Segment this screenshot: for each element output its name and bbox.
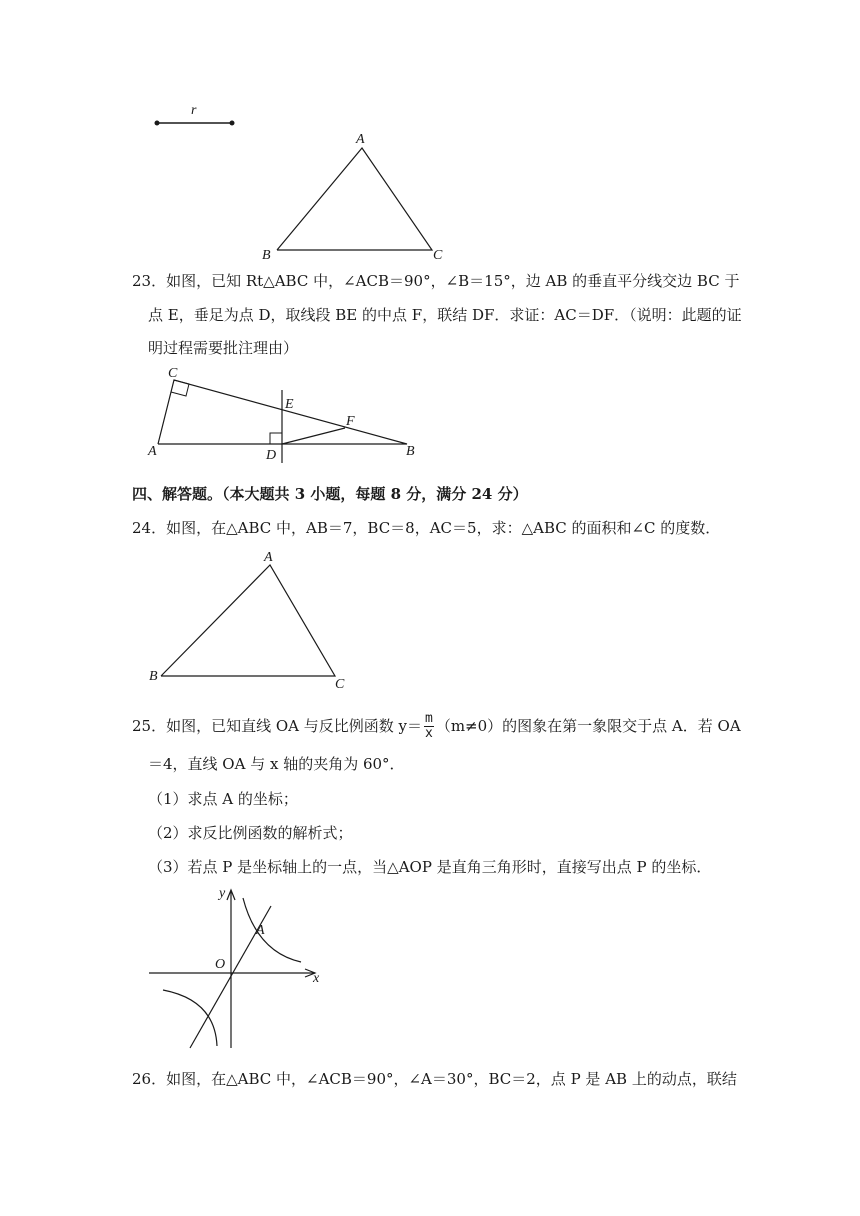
q25-line-1 <box>132 709 741 743</box>
q25-line-1-end: （m≠0）的图象在第一象限交于点 A．若 OA <box>435 717 741 735</box>
q23-vertex-a: A <box>148 444 157 459</box>
fraction-numerator: m <box>425 710 433 726</box>
q26-line-1: 26．如图，在△ABC 中，∠ACB＝90°，∠A＝30°，BC＝2，点 P 是 AB 上的动点，联结 <box>132 1070 737 1088</box>
q23-vertex-f: F <box>346 414 355 429</box>
q25-line-1-start: 25．如图，已知直线 OA 与反比例函数 y＝ <box>132 717 422 735</box>
q23-vertex-c: C <box>168 366 178 381</box>
point-a-label: A <box>256 923 265 938</box>
triangle-abc-figure-1 <box>255 128 455 266</box>
segment-r-figure <box>145 100 245 135</box>
x-axis-label: x <box>313 971 320 986</box>
section-4-title: 四、解答题。（本大题共 3 小题，每题 8 分，满分 24 分） <box>132 485 528 503</box>
q24-figure <box>145 548 355 693</box>
origin-label: O <box>215 957 226 972</box>
y-axis-label: y <box>219 886 226 901</box>
q23-vertex-b: B <box>406 444 415 459</box>
q23-vertex-e: E <box>285 397 294 412</box>
fraction-denominator: x <box>425 725 433 741</box>
q25-line-2: ＝4，直线 OA 与 x 轴的夹角为 60°． <box>148 755 405 773</box>
fraction-m-over-x <box>424 712 434 741</box>
q25-sub-3: （3）若点 P 是坐标轴上的一点，当△AOP 是直角三角形时，直接写出点 P 的坐标． <box>148 858 712 876</box>
vertex-b-label: B <box>262 248 271 263</box>
q24-vertex-a: A <box>264 550 273 565</box>
q25-coordinate-figure <box>145 882 335 1052</box>
q23-line-1: 23．如图，已知 Rt△ABC 中，∠ACB＝90°，∠B＝15°，边 AB 的垂直平分线交边 BC 于 <box>132 272 740 290</box>
q25-sub-2: （2）求反比例函数的解析式； <box>148 824 353 842</box>
segment-r-label: r <box>191 103 197 118</box>
q23-line-3: 明过程需要批注理由） <box>148 339 299 357</box>
q23-line-2: 点 E，垂足为点 D，取线段 BE 的中点 F，联结 DF．求证：AC＝DF．（说明：此题的证 <box>148 306 742 324</box>
vertex-c-label: C <box>433 248 443 263</box>
vertex-a-label: A <box>356 132 365 147</box>
q24-vertex-c: C <box>335 677 345 692</box>
q24-vertex-b: B <box>149 669 158 684</box>
q23-figure <box>140 362 430 466</box>
q23-vertex-d: D <box>266 448 277 463</box>
q25-sub-1: （1）求点 A 的坐标； <box>148 790 298 808</box>
q24-line-1: 24．如图，在△ABC 中，AB＝7，BC＝8，AC＝5，求：△ABC 的面积和∠C 的度数． <box>132 519 721 537</box>
